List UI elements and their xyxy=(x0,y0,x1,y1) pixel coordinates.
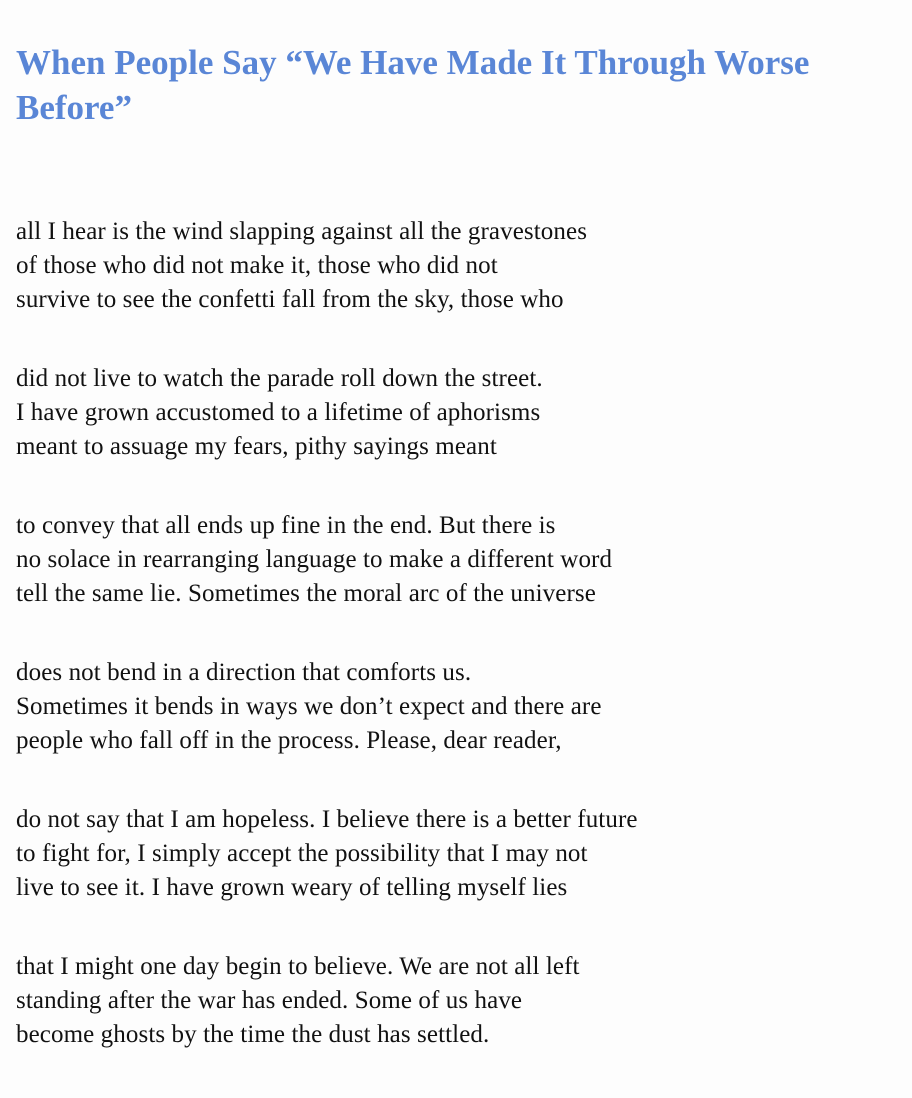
poem-line: standing after the war has ended. Some of us have xyxy=(16,987,523,1014)
poem-line: did not live to watch the parade roll down the street. xyxy=(16,365,543,392)
stanza-6 xyxy=(16,950,896,1052)
stanza-2 xyxy=(16,362,896,464)
stanza-5 xyxy=(16,803,896,905)
poem-body xyxy=(16,215,896,1052)
poem-line: does not bend in a direction that comforts us. xyxy=(16,659,472,686)
poem-page xyxy=(16,0,896,1097)
poem-line: no solace in rearranging language to make a different word xyxy=(16,546,613,573)
poem-line: meant to assuage my fears, pithy sayings meant xyxy=(16,433,497,460)
stanza-3 xyxy=(16,509,896,611)
poem-title: When People Say “We Have Made It Through Worse Before” xyxy=(16,43,810,127)
poem-line: Sometimes it bends in ways we don’t expect and there are xyxy=(16,693,602,720)
poem-line: tell the same lie. Sometimes the moral arc of the universe xyxy=(16,580,596,607)
stanza-1 xyxy=(16,215,896,317)
poem-line: people who fall off in the process. Please, dear reader, xyxy=(16,727,562,754)
poem-line: survive to see the confetti fall from the sky, those who xyxy=(16,286,564,313)
poem-line: I have grown accustomed to a lifetime of aphorisms xyxy=(16,399,541,426)
stanza-4 xyxy=(16,656,896,758)
poem-line: do not say that I am hopeless. I believe there is a better future xyxy=(16,806,638,833)
poem-line: of those who did not make it, those who did not xyxy=(16,252,498,279)
poem-line: to convey that all ends up fine in the end. But there is xyxy=(16,512,556,539)
poem-line: that I might one day begin to believe. We are not all left xyxy=(16,953,580,980)
poem-line: all I hear is the wind slapping against all the gravestones xyxy=(16,218,588,245)
poem-line: become ghosts by the time the dust has settled. xyxy=(16,1021,490,1048)
poem-line: to fight for, I simply accept the possibility that I may not xyxy=(16,840,588,867)
poem-line: live to see it. I have grown weary of telling myself lies xyxy=(16,874,568,901)
